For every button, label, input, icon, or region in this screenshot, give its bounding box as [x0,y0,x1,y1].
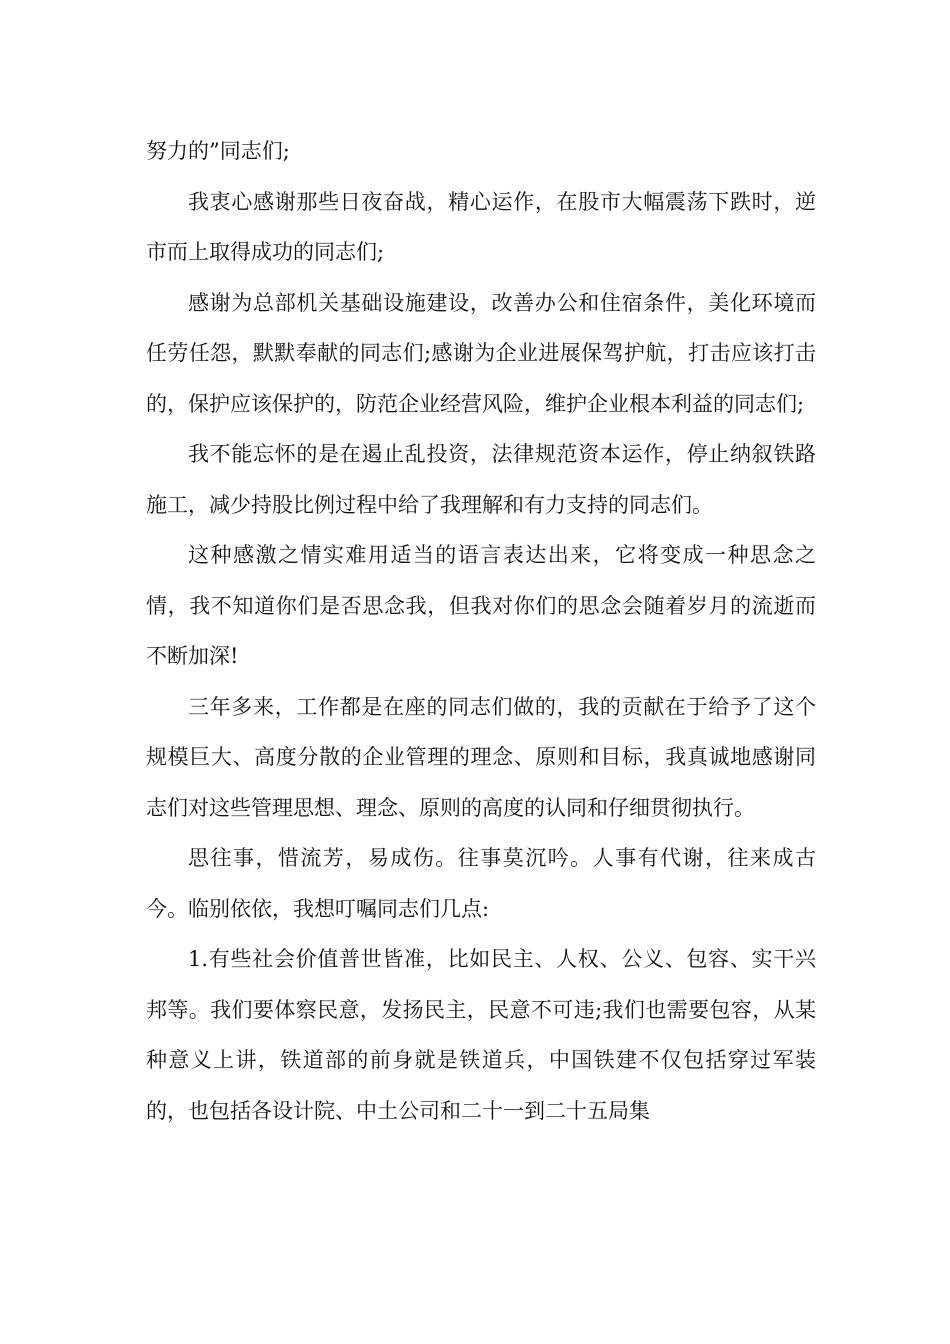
paragraph: 这种感激之情实难用适当的语言表达出来，它将变成一种思念之情，我不知道你们是否思念我，但我对你们的思念会随着岁月的流逝而不断加深! [146,543,816,668]
paragraph: 三年多来，工作都是在座的同志们做的，我的贡献在于给予了这个规模巨大、高度分散的企业管理的理念、原则和目标，我真诚地感谢同志们对这些管理思想、理念、原则的高度的认同和仔细贯彻执行。 [146,694,816,820]
paragraph: 我衷心感谢那些日夜奋战，精心运作，在股市大幅震荡下跌时，逆市而上取得成功的同志们; [146,189,816,264]
paragraph: 1.有些社会价值普世皆准，比如民主、人权、公义、包容、实干兴邦等。我们要体察民意，发扬民主，民意不可违;我们也需要包容，从某种意义上讲，铁道部的前身就是铁道兵，中国铁建不仅包括穿过军装的，也包括各设计院、中土公司和二十一到二十五局集 [146,947,816,1123]
paragraph: 思往事，惜流芳，易成伤。往事莫沉吟。人事有代谢，往来成古今。临别依依，我想叮嘱同志们几点: [146,846,816,921]
document-body [146,126,816,1136]
paragraph: 努力的”同志们; [146,139,290,163]
paragraph: 感谢为总部机关基础设施建设，改善办公和住宿条件，美化环境而任劳任怨，默默奉献的同志们;感谢为企业进展保驾护航，打击应该打击的，保护应该保护的，防范企业经营风险，维护企业根本利益的同志们; [146,290,816,416]
paragraph: 我不能忘怀的是在遏止乱投资，法律规范资本运作，停止纳叙铁路施工，减少持股比例过程中给了我理解和有力支持的同志们。 [146,442,816,517]
